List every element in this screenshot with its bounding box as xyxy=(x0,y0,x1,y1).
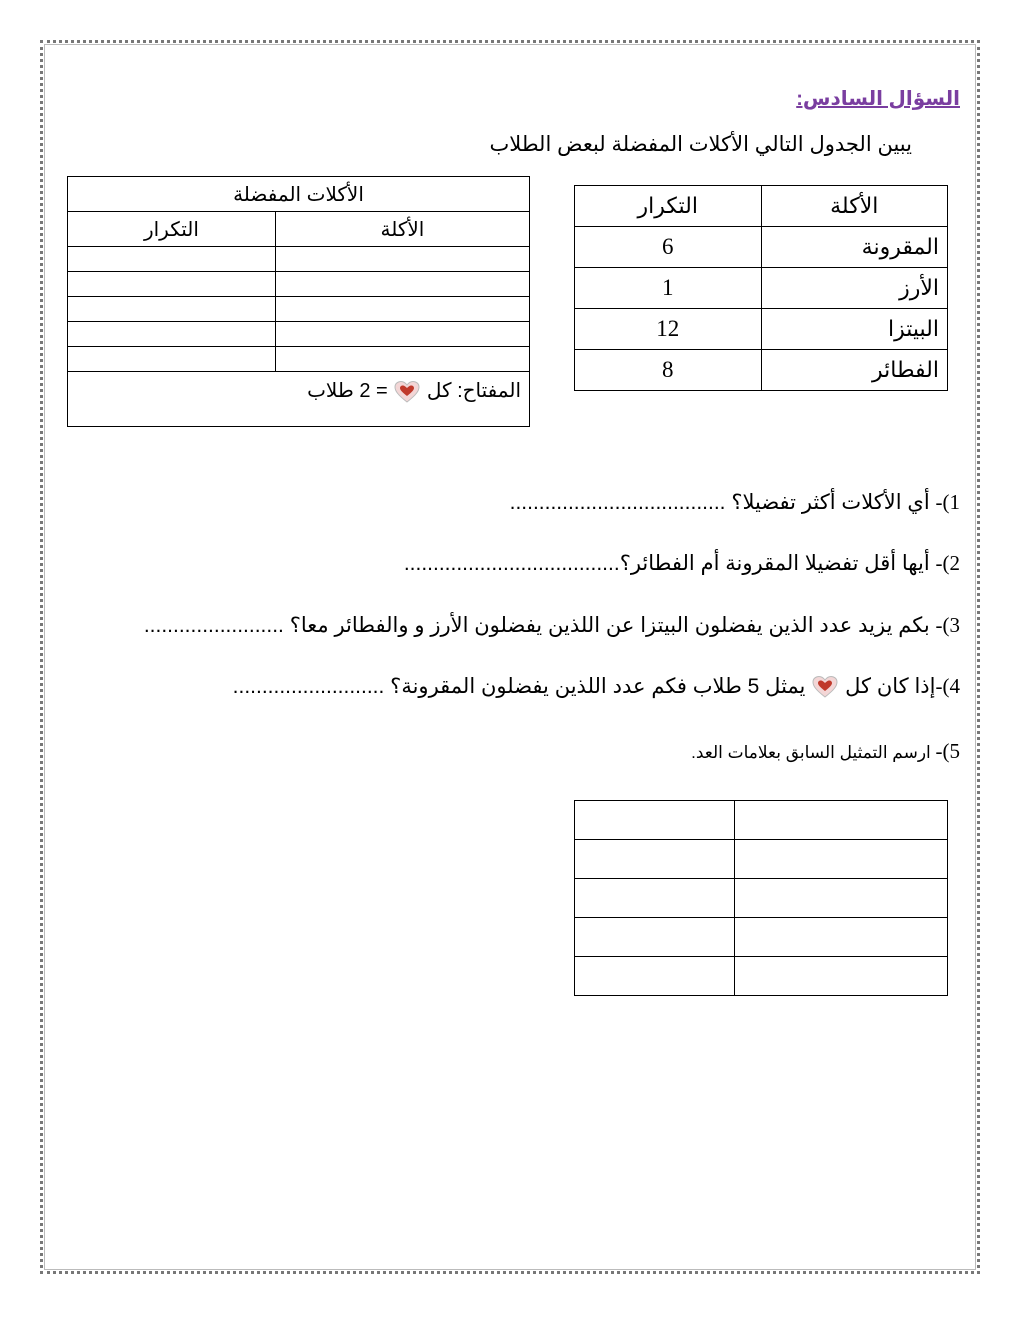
pictograph-key xyxy=(68,372,530,427)
answer-cell[interactable] xyxy=(575,879,735,918)
count-cell: 8 xyxy=(575,350,762,391)
answer-cell[interactable] xyxy=(575,957,735,996)
intro-text: يبين الجدول التالي الأكلات المفضلة لبعض الطلاب xyxy=(489,133,912,156)
pictograph-header-count: التكرار xyxy=(68,212,276,247)
key-prefix: المفتاح: كل xyxy=(426,380,521,402)
table-row xyxy=(575,801,948,840)
answer-cell[interactable] xyxy=(275,297,529,322)
header-food: الأكلة xyxy=(761,186,948,227)
food-cell: المقرونة xyxy=(761,227,948,268)
table-header-row xyxy=(575,186,948,227)
answer-cell[interactable] xyxy=(575,840,735,879)
answer-cell[interactable] xyxy=(275,272,529,297)
answer-cell[interactable] xyxy=(275,322,529,347)
tally-table xyxy=(574,800,948,996)
question-text: بكم يزيد عدد الذين يفضلون البيتزا عن اللذين يفضلون الأرز و والفطائر معا؟ ........................ xyxy=(143,614,936,637)
question-1 xyxy=(510,490,960,515)
question-number: 1)- xyxy=(935,490,960,514)
pictograph-table xyxy=(67,176,530,427)
question-number: 2)- xyxy=(935,551,960,575)
answer-cell[interactable] xyxy=(735,918,948,957)
question-text: ارسم التمثيل السابق بعلامات العد. xyxy=(691,743,936,762)
food-cell: الفطائر xyxy=(761,350,948,391)
question-number: 3)- xyxy=(935,613,960,637)
answer-cell[interactable] xyxy=(68,297,276,322)
table-row xyxy=(575,840,948,879)
question-4 xyxy=(233,674,960,699)
question-text: أيها أقل تفضيلا المقرونة أم الفطائر؟..................................... xyxy=(403,552,936,575)
answer-cell[interactable] xyxy=(68,247,276,272)
question-number: 4)- xyxy=(935,674,960,698)
heart-icon xyxy=(811,675,839,699)
question-2 xyxy=(404,551,960,576)
answer-cell[interactable] xyxy=(68,272,276,297)
key-suffix: = 2 طلاب xyxy=(307,380,388,402)
question-5 xyxy=(691,739,960,764)
count-cell: 6 xyxy=(575,227,762,268)
question-title: السؤال السادس: xyxy=(796,88,960,110)
table-row xyxy=(575,918,948,957)
frequency-table xyxy=(574,185,948,391)
answer-cell[interactable] xyxy=(275,347,529,372)
answer-cell[interactable] xyxy=(735,879,948,918)
table-row xyxy=(575,879,948,918)
heart-icon xyxy=(393,380,421,404)
pictograph-header-food: الأكلة xyxy=(275,212,529,247)
answer-cell[interactable] xyxy=(735,840,948,879)
table-row xyxy=(575,227,948,268)
question-text: يمثل 5 طلاب فكم عدد اللذين يفضلون المقرونة؟ .......................... xyxy=(232,675,806,698)
pictograph-title: الأكلات المفضلة xyxy=(68,177,530,212)
answer-cell[interactable] xyxy=(735,801,948,840)
answer-cell[interactable] xyxy=(735,957,948,996)
table-row xyxy=(68,297,530,322)
table-row xyxy=(575,957,948,996)
food-cell: الأرز xyxy=(761,268,948,309)
answer-cell[interactable] xyxy=(575,801,735,840)
answer-cell[interactable] xyxy=(275,247,529,272)
count-cell: 12 xyxy=(575,309,762,350)
answer-cell[interactable] xyxy=(68,347,276,372)
question-text: أي الأكلات أكثر تفضيلا؟ ..................................... xyxy=(509,491,936,514)
table-row xyxy=(68,347,530,372)
question-number: 5)- xyxy=(935,739,960,763)
table-row xyxy=(575,350,948,391)
table-row xyxy=(575,309,948,350)
answer-cell[interactable] xyxy=(575,918,735,957)
question-text: إذا كان كل xyxy=(845,675,936,698)
table-row xyxy=(68,272,530,297)
food-cell: البيتزا xyxy=(761,309,948,350)
table-row xyxy=(68,322,530,347)
question-3 xyxy=(144,613,960,638)
count-cell: 1 xyxy=(575,268,762,309)
header-count: التكرار xyxy=(575,186,762,227)
table-row xyxy=(575,268,948,309)
table-row xyxy=(68,247,530,272)
answer-cell[interactable] xyxy=(68,322,276,347)
